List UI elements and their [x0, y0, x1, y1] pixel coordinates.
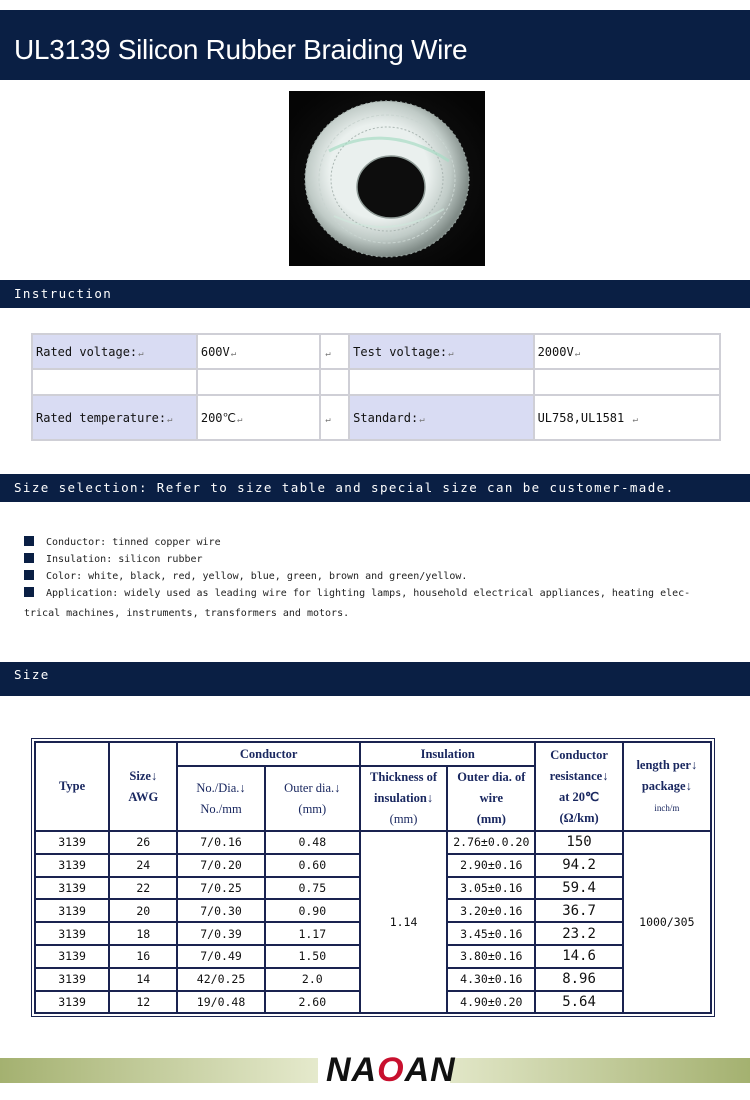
- return-mark: ↵: [167, 414, 173, 425]
- return-mark: ↵: [325, 348, 331, 359]
- cell-wire-dia: 3.20±0.16: [447, 899, 535, 922]
- feature-list: [24, 534, 724, 622]
- cell-resistance: 8.96: [535, 968, 622, 991]
- header-text: Outer dia. of: [457, 770, 526, 784]
- cell-no-dia: 42/0.25: [177, 968, 264, 991]
- cell-type: 3139: [35, 854, 109, 877]
- square-bullet-icon: [24, 587, 34, 597]
- test-voltage-value: 2000V: [537, 344, 574, 359]
- bullet-text: Application: widely used as leading wire for lighting lamps, household electrical appliances, heating elec-: [46, 588, 691, 599]
- rated-temp-label-cell: [32, 395, 197, 440]
- title-bar: [0, 10, 750, 80]
- standard-value: UL758,UL1581: [537, 410, 625, 425]
- size-table: [34, 741, 712, 1014]
- cell-outer-dia: 1.50: [265, 945, 360, 968]
- header-no-dia: [177, 766, 264, 831]
- empty-cell: [32, 369, 197, 395]
- header-text: at 20℃: [559, 789, 600, 804]
- cell-outer-dia: 1.17: [265, 922, 360, 945]
- return-mark: ↵: [237, 414, 243, 425]
- standard-label-cell: [349, 395, 533, 440]
- test-voltage-label: Test voltage:: [353, 344, 448, 359]
- brand-logo: [326, 1050, 456, 1090]
- cell-outer-dia: 0.60: [265, 854, 360, 877]
- cell-type: 3139: [35, 877, 109, 900]
- product-photo: [289, 91, 485, 266]
- header-text: Conductor: [239, 746, 298, 761]
- section-instruction: Instruction: [0, 280, 750, 308]
- header-type-text: Type: [59, 779, 86, 793]
- cell-awg: 18: [109, 922, 177, 945]
- cell-outer-dia: 0.75: [265, 877, 360, 900]
- cell-outer-dia: 2.0: [265, 968, 360, 991]
- logo-mark: O: [377, 1051, 405, 1089]
- cell-type: 3139: [35, 831, 109, 854]
- list-item: [24, 551, 724, 568]
- header-thickness: [360, 766, 447, 831]
- header-text: Insulation: [420, 746, 475, 761]
- header-outer-wire: [447, 766, 535, 831]
- header-text: No./Dia.↓: [196, 780, 246, 795]
- section-size: Size: [0, 662, 750, 696]
- cell-resistance: 36.7: [535, 899, 622, 922]
- cell-awg: 14: [109, 968, 177, 991]
- header-text: package↓: [641, 778, 692, 793]
- header-text: length per↓: [636, 757, 698, 772]
- header-text: resistance↓: [549, 768, 609, 783]
- empty-cell: [320, 369, 349, 395]
- cell-awg: 16: [109, 945, 177, 968]
- return-mark: ↵: [632, 414, 638, 425]
- cell-wire-dia: 4.30±0.16: [447, 968, 535, 991]
- rated-voltage-cell: [197, 334, 320, 369]
- spec-table: [31, 333, 721, 441]
- header-length: [623, 742, 711, 831]
- logo-text-end: AN: [404, 1051, 456, 1089]
- cell-awg: 12: [109, 991, 177, 1014]
- rated-temp-label: Rated temperature:: [36, 410, 167, 425]
- header-text: (mm): [389, 812, 418, 826]
- cell-wire-dia: 2.90±0.16: [447, 854, 535, 877]
- cell-resistance: 5.64: [535, 991, 622, 1014]
- cell-no-dia: 7/0.16: [177, 831, 264, 854]
- square-bullet-icon: [24, 553, 34, 563]
- cell-type: 3139: [35, 991, 109, 1014]
- header-conductor: [177, 742, 360, 766]
- cell-no-dia: 7/0.39: [177, 922, 264, 945]
- header-text: insulation↓: [374, 791, 434, 805]
- cell-awg: 20: [109, 899, 177, 922]
- header-text: Conductor: [550, 747, 608, 762]
- bullet-text: Conductor: tinned copper wire: [46, 537, 221, 548]
- return-mark: ↵: [138, 348, 144, 359]
- bullet-text: Color: white, black, red, yellow, blue, green, brown and green/yellow.: [46, 571, 468, 582]
- header-text: wire: [479, 791, 503, 805]
- header-type: [35, 742, 109, 831]
- wire-coil-image: [289, 91, 485, 266]
- return-mark: ↵: [325, 414, 331, 425]
- header-text: Size↓: [129, 768, 158, 783]
- cell-wire-dia: 2.76±0.0.20: [447, 831, 535, 854]
- spacer-cell: [320, 334, 349, 369]
- empty-cell: [534, 369, 720, 395]
- cell-outer-dia: 2.60: [265, 991, 360, 1014]
- header-text: Outer dia.↓: [284, 780, 341, 795]
- cell-insulation-thickness: 1.14: [360, 831, 447, 1013]
- list-item: [24, 568, 724, 585]
- test-voltage-label-cell: [349, 334, 533, 369]
- header-resistance: [535, 742, 622, 831]
- rated-temp-cell: [197, 395, 320, 440]
- header-insulation: [360, 742, 536, 766]
- cell-no-dia: 19/0.48: [177, 991, 264, 1014]
- cell-type: 3139: [35, 899, 109, 922]
- return-mark: ↵: [448, 348, 454, 359]
- cell-wire-dia: 4.90±0.20: [447, 991, 535, 1014]
- header-text: inch/m: [654, 802, 680, 813]
- header-text: Thickness of: [370, 770, 438, 784]
- table-row: [35, 831, 711, 854]
- header-text: (Ω/km): [559, 810, 599, 825]
- return-mark: ↵: [574, 348, 581, 359]
- square-bullet-icon: [24, 570, 34, 580]
- cell-type: 3139: [35, 968, 109, 991]
- bullet-continuation: trical machines, instruments, transformers and motors.: [24, 608, 350, 619]
- cell-no-dia: 7/0.30: [177, 899, 264, 922]
- test-voltage-cell: [534, 334, 720, 369]
- rated-voltage-label-cell: [32, 334, 197, 369]
- cell-wire-dia: 3.05±0.16: [447, 877, 535, 900]
- cell-resistance: 23.2: [535, 922, 622, 945]
- cell-resistance: 59.4: [535, 877, 622, 900]
- header-text: AWG: [128, 789, 159, 804]
- cell-type: 3139: [35, 922, 109, 945]
- cell-wire-dia: 3.45±0.16: [447, 922, 535, 945]
- cell-no-dia: 7/0.49: [177, 945, 264, 968]
- rated-voltage-label: Rated voltage:: [36, 344, 138, 359]
- header-text: (mm): [298, 801, 327, 816]
- cell-resistance: 14.6: [535, 945, 622, 968]
- cell-awg: 26: [109, 831, 177, 854]
- cell-wire-dia: 3.80±0.16: [447, 945, 535, 968]
- cell-awg: 22: [109, 877, 177, 900]
- section-size-selection: Size selection: Refer to size table and special size can be customer-made.: [0, 474, 750, 502]
- cell-type: 3139: [35, 945, 109, 968]
- return-mark: ↵: [230, 348, 237, 359]
- header-outer-dia: [265, 766, 360, 831]
- empty-cell: [197, 369, 320, 395]
- page-title: UL3139 Silicon Rubber Braiding Wire: [14, 34, 468, 65]
- cell-outer-dia: 0.90: [265, 899, 360, 922]
- standard-label: Standard:: [353, 410, 419, 425]
- header-text: No./mm: [200, 801, 242, 816]
- cell-awg: 24: [109, 854, 177, 877]
- logo-text-start: NA: [326, 1051, 378, 1089]
- standard-cell: [534, 395, 720, 440]
- rated-voltage-value: 600V: [200, 344, 230, 359]
- cell-resistance: 150: [535, 831, 622, 854]
- cell-resistance: 94.2: [535, 854, 622, 877]
- cell-outer-dia: 0.48: [265, 831, 360, 854]
- cell-no-dia: 7/0.25: [177, 877, 264, 900]
- rated-temp-value: 200℃: [200, 410, 236, 425]
- empty-cell: [349, 369, 533, 395]
- spacer-cell: [320, 395, 349, 440]
- cell-length-per-package: 1000/305: [623, 831, 711, 1013]
- list-item: [24, 534, 724, 551]
- cell-no-dia: 7/0.20: [177, 854, 264, 877]
- list-item: [24, 585, 724, 602]
- bullet-text: Insulation: silicon rubber: [46, 554, 203, 565]
- header-size-awg: [109, 742, 177, 831]
- header-text: (mm): [476, 812, 506, 826]
- return-mark: ↵: [419, 414, 425, 425]
- square-bullet-icon: [24, 536, 34, 546]
